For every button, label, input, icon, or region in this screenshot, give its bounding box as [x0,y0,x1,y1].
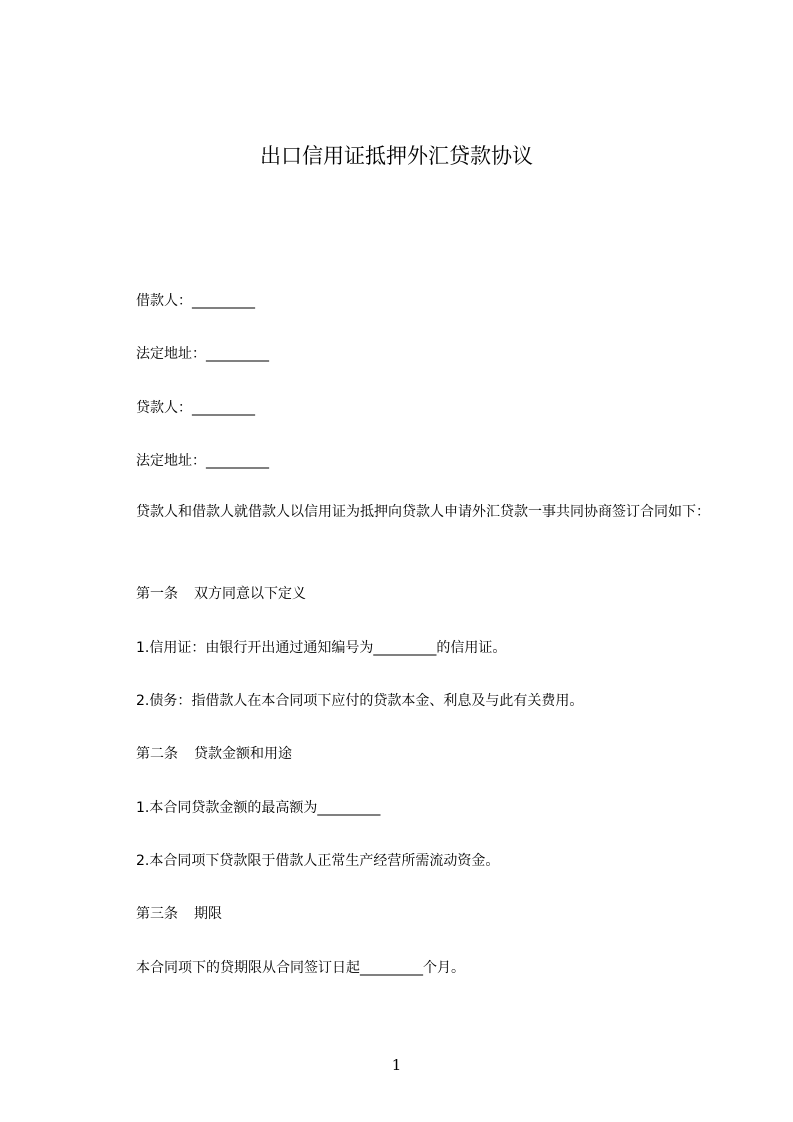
article-3-heading [136,903,222,925]
article-1-heading [136,583,306,605]
document-title: 出口信用证抵押外汇贷款协议 [260,144,533,168]
article-1-item-1: 1.信用证：由银行开出通过通知编号为_________的信用证。 [136,640,507,656]
article-3-title: 期限 [194,906,222,922]
article-2-item-2: 2.本合同项下贷款限于借款人正常生产经营所需流动资金。 [136,853,500,869]
borrower-address-line: 法定地址：_________ [136,346,269,362]
borrower-line: 借款人：_________ [136,293,255,309]
article-2-item-1: 1.本合同贷款金额的最高额为_________ [136,800,381,816]
lender-line: 贷款人：_________ [136,400,255,416]
page-number: 1 [391,1056,402,1074]
article-2-title: 贷款金额和用途 [194,746,292,762]
article-2-number: 第二条 [136,746,178,762]
article-1-title: 双方同意以下定义 [194,586,306,602]
article-2-heading [136,743,292,765]
intro-paragraph: 贷款人和借款人就借款人以信用证为抵押向贷款人申请外汇贷款一事共同协商签订合同如下： [136,504,710,520]
lender-address-line: 法定地址：_________ [136,453,269,469]
article-3-number: 第三条 [136,906,178,922]
article-3-item-1: 本合同项下的贷期限从合同签订日起_________个月。 [136,960,465,976]
article-1-item-2: 2.债务：指借款人在本合同项下应付的贷款本金、利息及与此有关费用。 [136,693,584,709]
article-1-number: 第一条 [136,586,178,602]
